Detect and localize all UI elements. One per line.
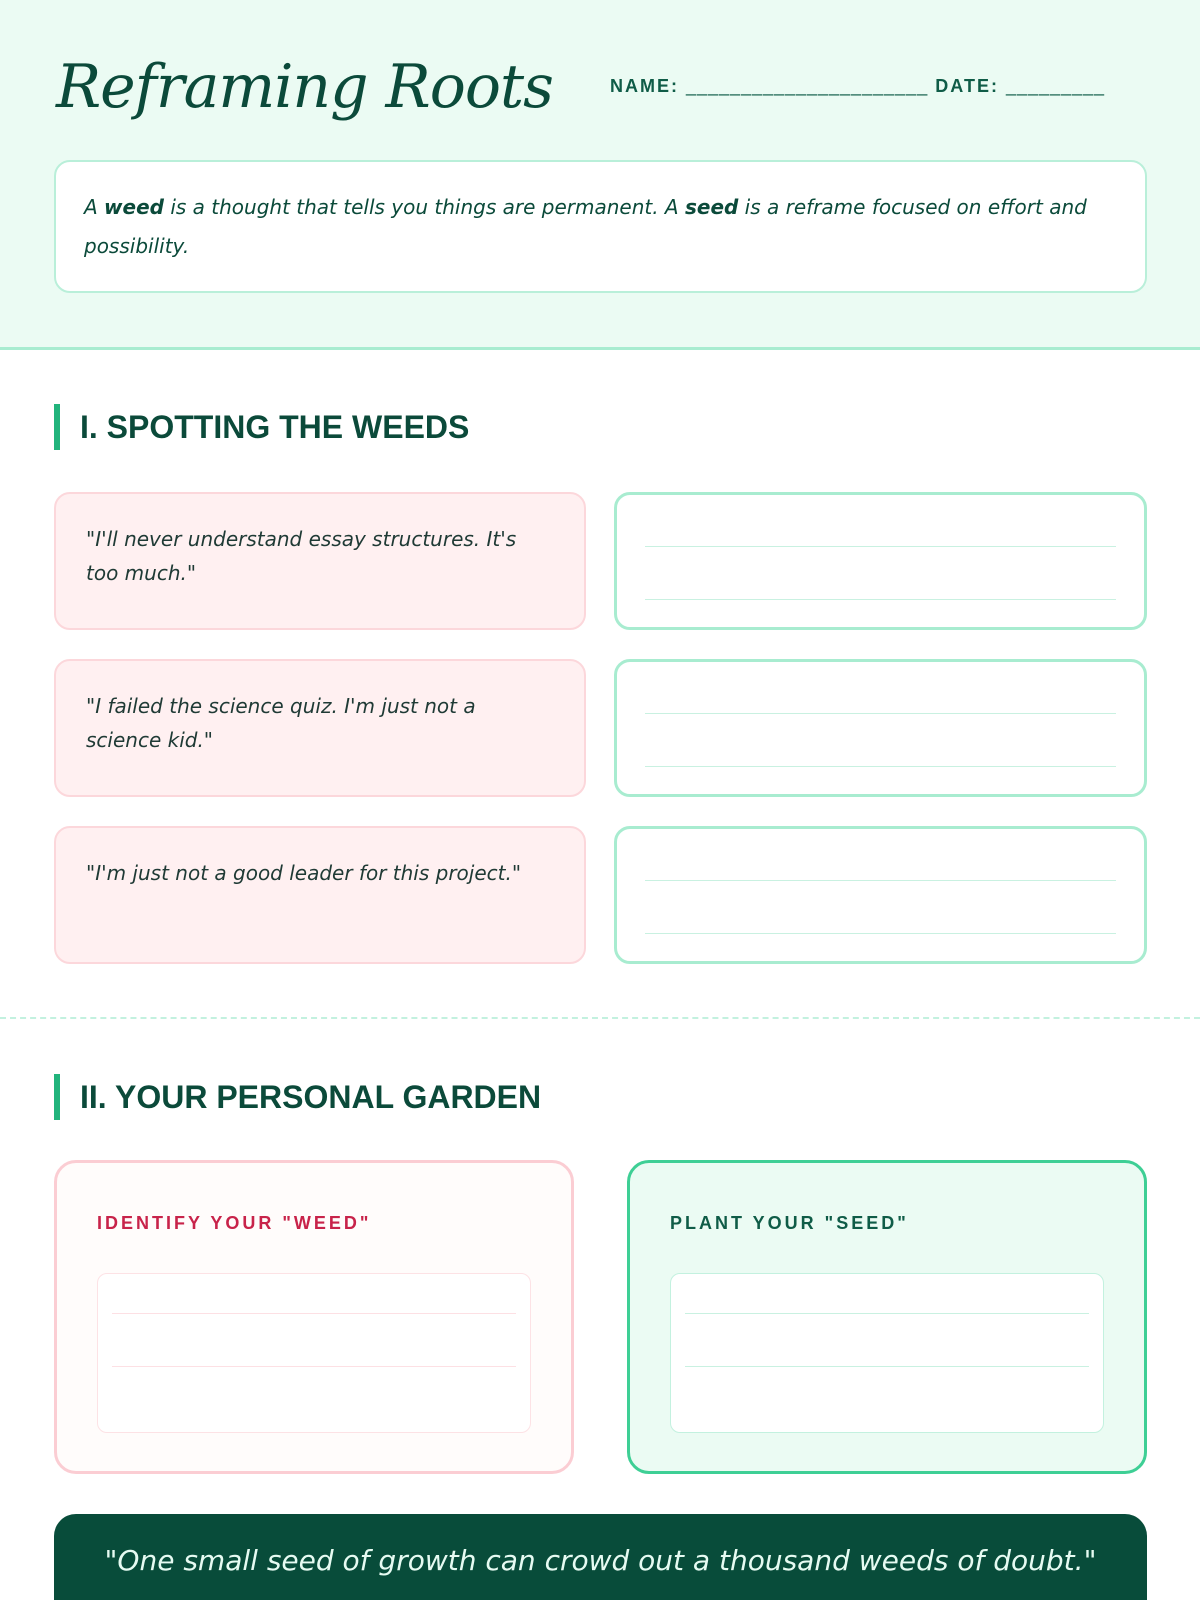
writing-line [645,880,1116,881]
weed-statement-card [54,659,586,797]
plant-seed-box [627,1160,1147,1474]
reframe-answer-box[interactable] [614,826,1147,964]
writing-line [645,766,1116,767]
intro-text-3: is a reframe focused on effort and possibility. [84,195,1087,258]
writing-line [685,1313,1089,1314]
weed-statement-text: "I'll never understand essay structures. It's too much." [86,527,517,585]
writing-line [685,1366,1089,1367]
intro-text-2: is a thought that tells you things are permanent. A [163,195,685,219]
weed-statement-card [54,826,586,964]
definition-card [54,160,1147,293]
reframe-answer-box[interactable] [614,492,1147,630]
intro-text-1: A [84,195,105,219]
date-blank[interactable]: _________ [1005,76,1106,96]
writing-line [112,1313,516,1314]
weed-term: weed [104,195,164,219]
worksheet-header [0,0,1200,350]
writing-line [645,546,1116,547]
quote-banner [54,1514,1147,1600]
reframe-answer-box[interactable] [614,659,1147,797]
weed-statement-text: "I failed the science quiz. I'm just not a science kid." [86,694,476,752]
writing-line [112,1366,516,1367]
worksheet-title: Reframing Roots [56,52,553,122]
writing-line [645,713,1116,714]
name-label: NAME: [610,76,679,96]
date-label: DATE: [935,76,999,96]
section-title-spotting-weeds: I. SPOTTING THE WEEDS [54,404,469,450]
writing-line [645,933,1116,934]
section-divider [0,1017,1200,1019]
plant-seed-label: PLANT YOUR "SEED" [670,1213,909,1233]
section-title-personal-garden: II. YOUR PERSONAL GARDEN [54,1074,541,1120]
weed-statement-text: "I'm just not a good leader for this project." [86,861,522,885]
name-blank[interactable]: ______________________ [686,76,929,96]
writing-line [645,599,1116,600]
seed-term: seed [684,195,739,219]
identify-weed-box [54,1160,574,1474]
quote-text: "One small seed of growth can crowd out a thousand weeds of doubt." [104,1544,1097,1577]
plant-seed-input[interactable] [670,1273,1104,1433]
name-date-fields [610,76,1105,97]
weed-statement-card [54,492,586,630]
identify-weed-input[interactable] [97,1273,531,1433]
identify-weed-label: IDENTIFY YOUR "WEED" [97,1213,372,1233]
